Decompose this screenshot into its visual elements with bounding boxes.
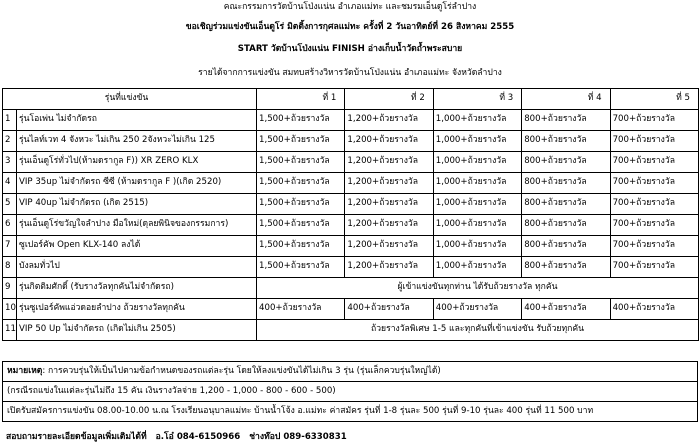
- prize-cell: 1,000+ถ้วยรางวัล: [433, 257, 521, 278]
- class-name: รุ่นไลท์เวท 4 จังหวะ ไม่เกิน 250 2จังหวะไม่เกิน 125: [17, 131, 257, 152]
- prize-table: [2, 88, 699, 341]
- table-row: [3, 131, 699, 152]
- table-row: [3, 320, 699, 341]
- prize-cell: 1,500+ถ้วยรางวัล: [257, 110, 345, 131]
- row-number: 4: [3, 173, 17, 194]
- class-name: ซูเปอร์คัพ Open KLX-140 ลงได้: [17, 236, 257, 257]
- column-header: รุ่นที่แข่งขัน: [3, 89, 257, 110]
- prize-cell: 700+ถ้วยรางวัล: [610, 236, 698, 257]
- prize-cell: 800+ถ้วยรางวัล: [522, 257, 610, 278]
- class-name: VIP 40up ไม่จำกัดรถ (เกิด 2515): [17, 194, 257, 215]
- prize-cell: 1,500+ถ้วยรางวัล: [257, 173, 345, 194]
- prize-cell: 1,000+ถ้วยรางวัล: [433, 173, 521, 194]
- prize-cell: 800+ถ้วยรางวัล: [522, 152, 610, 173]
- prize-cell: 800+ถ้วยรางวัล: [522, 131, 610, 152]
- prize-cell: 700+ถ้วยรางวัล: [610, 194, 698, 215]
- row-number: 1: [3, 110, 17, 131]
- prize-cell: 1,200+ถ้วยรางวัล: [345, 131, 433, 152]
- class-name: รุ่นโอเพ่น ไม่จำกัดรถ: [17, 110, 257, 131]
- remark-text: : การควบรุ่นให้เป็นไปตามข้อกำหนดของรถแต่ละรุ่น โดยให้ลงแข่งขันได้ไม่เกิน 3 รุ่น (รุ่นเล็กควบรุ่นใหญ่ได้): [42, 365, 441, 376]
- prize-cell: 1,000+ถ้วยรางวัล: [433, 110, 521, 131]
- rule-text: (กรณีรถแข่งในแต่ละรุ่นไม่ถึง 15 คัน เงินรางวัลจ่าย 1,200 - 1,000 - 800 - 600 - 500): [3, 382, 698, 402]
- class-name: VIP 35up ไม่จำกัดรถ ซีซี (ห้ามดรากูล F )(เกิด 2520): [17, 173, 257, 194]
- prize-cell: 1,000+ถ้วยรางวัล: [433, 236, 521, 257]
- contact-phone-1: อ.โอ๋ 084-6150966: [155, 432, 241, 442]
- prize-cell: 1,500+ถ้วยรางวัล: [257, 131, 345, 152]
- contact-phone-2: ช่างท๊อป 089-6330831: [249, 432, 347, 442]
- column-header: ที่ 1: [257, 89, 345, 110]
- row-number: 8: [3, 257, 17, 278]
- table-row: [3, 236, 699, 257]
- row-number: 5: [3, 194, 17, 215]
- prize-cell: 800+ถ้วยรางวัล: [522, 110, 610, 131]
- prize-cell: 1,000+ถ้วยรางวัล: [433, 194, 521, 215]
- column-header: ที่ 2: [345, 89, 433, 110]
- remark-label: หมายเหตุ: [7, 365, 43, 376]
- prize-cell: 1,200+ถ้วยรางวัล: [345, 257, 433, 278]
- class-name: รุ่นซูเปอร์คัพแอ่วดอยลำปาง ถ้วยรางวัลทุกคัน: [17, 299, 257, 320]
- prize-cell: 400+ถ้วยรางวัล: [610, 299, 698, 320]
- prize-cell: 1,200+ถ้วยรางวัล: [345, 194, 433, 215]
- row-number: 7: [3, 236, 17, 257]
- row-number: 3: [3, 152, 17, 173]
- prize-cell: 1,500+ถ้วยรางวัล: [257, 215, 345, 236]
- row-number: 10: [3, 299, 17, 320]
- row-number: 11: [3, 320, 17, 341]
- prize-cell: 800+ถ้วยรางวัล: [522, 215, 610, 236]
- prize-cell: 400+ถ้วยรางวัล: [257, 299, 345, 320]
- prize-cell: 400+ถ้วยรางวัล: [522, 299, 610, 320]
- organizer-line: คณะกรรมการวัดบ้านโป่งแน่น อำเภอแม่ทะ และชมรมเอ็นดูโร่ลำปาง: [223, 2, 477, 12]
- event-title: ขอเชิญร่วมแข่งขันเอ็นดูโร่ มิตติ้งการกุศลแม่ทะ ครั้งที่ 2 วันอาทิตย์ที่ 26 สิงหาคม 2555: [185, 22, 515, 32]
- table-header-row: [3, 89, 699, 110]
- prize-cell: 1,500+ถ้วยรางวัล: [257, 152, 345, 173]
- prize-cell: 700+ถ้วยรางวัล: [610, 215, 698, 236]
- prize-cell: 700+ถ้วยรางวัล: [610, 173, 698, 194]
- remark-row: [3, 362, 698, 382]
- table-row: [3, 215, 699, 236]
- notes-table: [2, 361, 698, 422]
- prize-cell: 1,000+ถ้วยรางวัล: [433, 131, 521, 152]
- class-name: บังลมทั่วไป: [17, 257, 257, 278]
- table-row: [3, 194, 699, 215]
- prize-cell: 1,200+ถ้วยรางวัล: [345, 236, 433, 257]
- prize-cell: 1,000+ถ้วยรางวัล: [433, 215, 521, 236]
- registration-row: [3, 402, 698, 422]
- row-number: 6: [3, 215, 17, 236]
- contact-line: [6, 433, 353, 443]
- prize-cell: 1,500+ถ้วยรางวัล: [257, 236, 345, 257]
- prize-cell: 1,500+ถ้วยรางวัล: [257, 194, 345, 215]
- table-row: [3, 257, 699, 278]
- class-name: รุ่นเอ็นดูโร่ขวัญใจลำปาง มือใหม่(ดุลยพินิจของกรรมการ): [17, 215, 257, 236]
- table-row: [3, 278, 699, 299]
- row-number: 2: [3, 131, 17, 152]
- prize-cell: 1,200+ถ้วยรางวัล: [345, 152, 433, 173]
- rule-row: [3, 382, 698, 402]
- column-header: ที่ 3: [433, 89, 521, 110]
- prize-cell: 700+ถ้วยรางวัล: [610, 131, 698, 152]
- prize-cell: 400+ถ้วยรางวัล: [433, 299, 521, 320]
- registration-text: เปิดรับสมัครการแข่งขัน 08.00-10.00 น.ณ โรงเรียนอนุบาลแม่ทะ บ้านน้ำโจ้ง อ.แม่ทะ ค่าสมัคร รุ่นที่ 1-8 รุ่นละ 500 รุ่นที่ 9-10 รุ่นละ 400 รุ่นที่ 11 500 บาท: [3, 402, 698, 422]
- class-name: รุ่นกิตติมศักดิ์ (รับรางวัลทุกคันไม่จำกัดรถ): [17, 278, 257, 299]
- table-row: [3, 152, 699, 173]
- column-header: ที่ 4: [522, 89, 610, 110]
- prize-cell: 700+ถ้วยรางวัล: [610, 257, 698, 278]
- prize-cell: 1,200+ถ้วยรางวัล: [345, 173, 433, 194]
- prize-cell: 400+ถ้วยรางวัล: [345, 299, 433, 320]
- prize-cell: 1,200+ถ้วยรางวัล: [345, 215, 433, 236]
- prize-note: ถ้วยรางวัลพิเศษ 1-5 และทุกคันที่เข้าแข่งขัน รับถ้วยทุกคัน: [257, 320, 699, 341]
- prize-cell: 700+ถ้วยรางวัล: [610, 110, 698, 131]
- table-row: [3, 299, 699, 320]
- row-number: 9: [3, 278, 17, 299]
- charity-line: รายได้จากการแข่งขัน สมทบสร้างวิหารวัดบ้านโป่งแน่น อำเภอแม่ทะ จังหวัดลำปาง: [198, 68, 502, 78]
- column-header: ที่ 5: [610, 89, 698, 110]
- route-line: START วัดบ้านโป่งแน่น FINISH อ่างเก็บน้ำวัดถ้ำพระสบาย: [237, 44, 463, 54]
- table-row: [3, 173, 699, 194]
- prize-cell: 700+ถ้วยรางวัล: [610, 152, 698, 173]
- table-row: [3, 110, 699, 131]
- prize-cell: 1,200+ถ้วยรางวัล: [345, 110, 433, 131]
- prize-cell: 800+ถ้วยรางวัล: [522, 173, 610, 194]
- class-name: รุ่นเอ็นดูโร่ทั่วไป(ห้ามดรากูล F)) XR ZERO KLX: [17, 152, 257, 173]
- prize-cell: 1,000+ถ้วยรางวัล: [433, 152, 521, 173]
- prize-cell: 1,500+ถ้วยรางวัล: [257, 257, 345, 278]
- prize-note: ผู้เข้าแข่งขันทุกท่าน ได้รับถ้วยรางวัล ทุกคัน: [257, 278, 699, 299]
- prize-cell: 800+ถ้วยรางวัล: [522, 194, 610, 215]
- prize-cell: 800+ถ้วยรางวัล: [522, 236, 610, 257]
- contact-label: สอบถามรายละเอียดข้อมูลเพิ่มเติมได้ที่: [6, 432, 147, 442]
- class-name: VIP 50 Up ไม่จำกัดรถ (เกิดไม่เกิน 2505): [17, 320, 257, 341]
